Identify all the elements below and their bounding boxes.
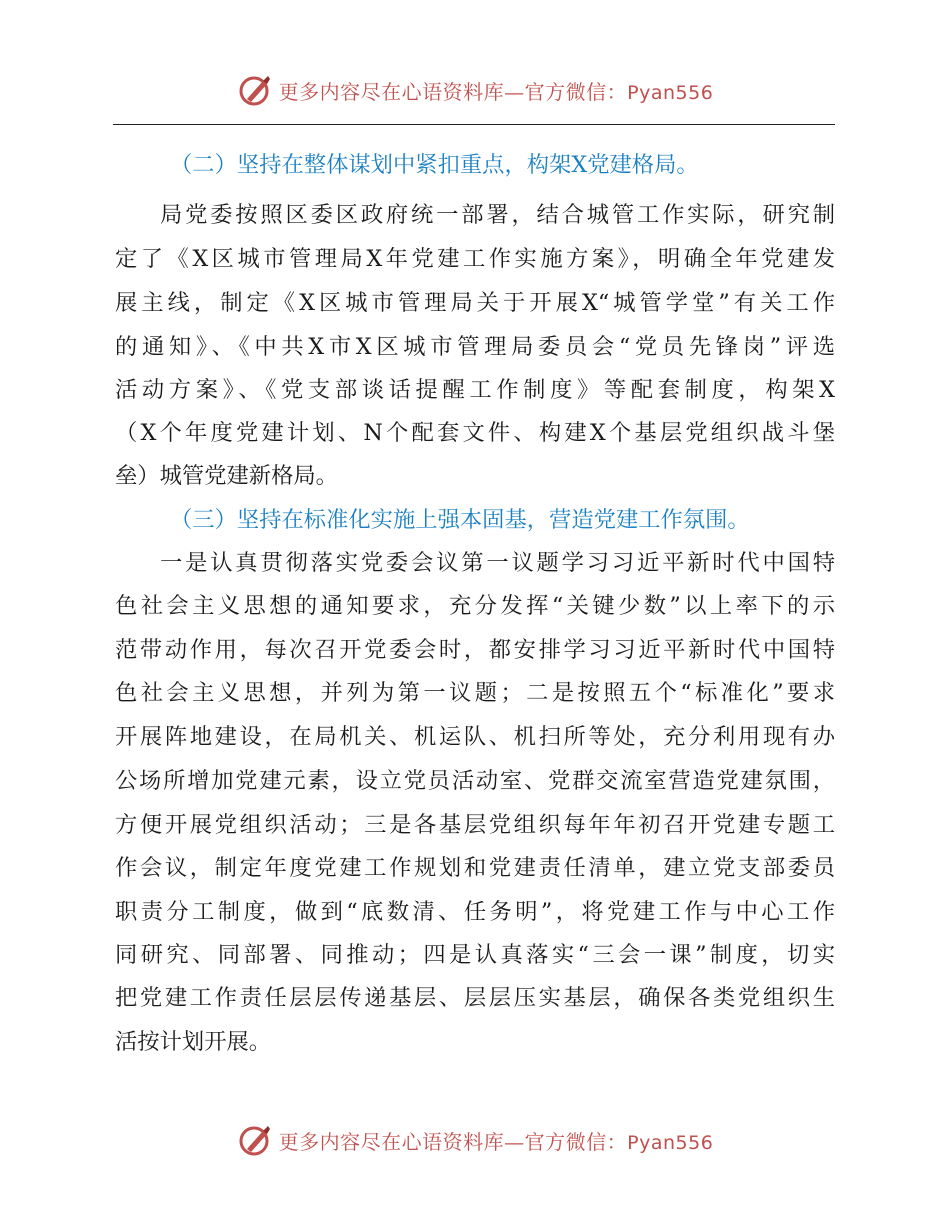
watermark-text: 更多内容尽在心语资料库—官方微信：Pyan556 [278, 79, 714, 104]
paragraph-line: 方便开展党组织活动；三是各基层党组织每年年初召开党建专题工 [115, 812, 835, 838]
section-3-heading: （三）坚持在标准化实施上强本固基，营造党建工作氛围。 [170, 507, 750, 533]
paragraph-line: 定了《X区城市管理局X年党建工作实施方案》，明确全年党建发 [115, 246, 835, 272]
header-watermark [0, 70, 950, 110]
paragraph-line: 活按计划开展。 [115, 1029, 272, 1055]
paragraph-line: 职责分工制度，做到“底数清、任务明”，将党建工作与中心工作 [115, 899, 835, 925]
paragraph-line: 局党委按照区委区政府统一部署，结合城管工作实际，研究制 [160, 202, 835, 228]
paragraph-line: 公场所增加党建元素，设立党员活动室、党群交流室营造党建氛围， [115, 768, 835, 794]
paragraph-line: 同研究、同部署、同推动；四是认真落实“三会一课”制度，切实 [115, 942, 835, 968]
watermark-text: 更多内容尽在心语资料库—官方微信：Pyan556 [278, 1129, 714, 1154]
footer-watermark [0, 1120, 950, 1160]
paragraph-line: 作会议，制定年度党建工作规划和党建责任清单，建立党支部委员 [115, 855, 835, 881]
pen-logo-icon [237, 1122, 273, 1158]
paragraph-line: 活动方案》、《党支部谈话提醒工作制度》等配套制度，构架X [115, 377, 835, 403]
header-divider [113, 124, 835, 125]
paragraph-line: 展主线，制定《X区城市管理局关于开展X“城管学堂”有关工作 [115, 290, 835, 316]
pen-logo-icon [237, 72, 273, 108]
paragraph-line: 色社会主义思想的通知要求，充分发挥“关键少数”以上率下的示 [115, 593, 835, 619]
paragraph-line: 色社会主义思想，并列为第一议题；二是按照五个“标准化”要求 [115, 680, 835, 706]
paragraph-line: 垒）城管党建新格局。 [115, 463, 338, 489]
section-2-heading: （二）坚持在整体谋划中紧扣重点，构架X党建格局。 [170, 152, 699, 178]
paragraph-line: 的通知》、《中共X市X区城市管理局委员会“党员先锋岗”评选 [115, 334, 835, 360]
paragraph-line: （X个年度党建计划、N个配套文件、构建X个基层党组织战斗堡 [115, 420, 835, 446]
paragraph-line: 范带动作用，每次召开党委会时，都安排学习习近平新时代中国特 [115, 637, 835, 663]
paragraph-line: 把党建工作责任层层传递基层、层层压实基层，确保各类党组织生 [115, 985, 835, 1011]
paragraph-line: 一是认真贯彻落实党委会议第一议题学习习近平新时代中国特 [160, 550, 835, 576]
paragraph-line: 开展阵地建设，在局机关、机运队、机扫所等处，充分利用现有办 [115, 724, 835, 750]
